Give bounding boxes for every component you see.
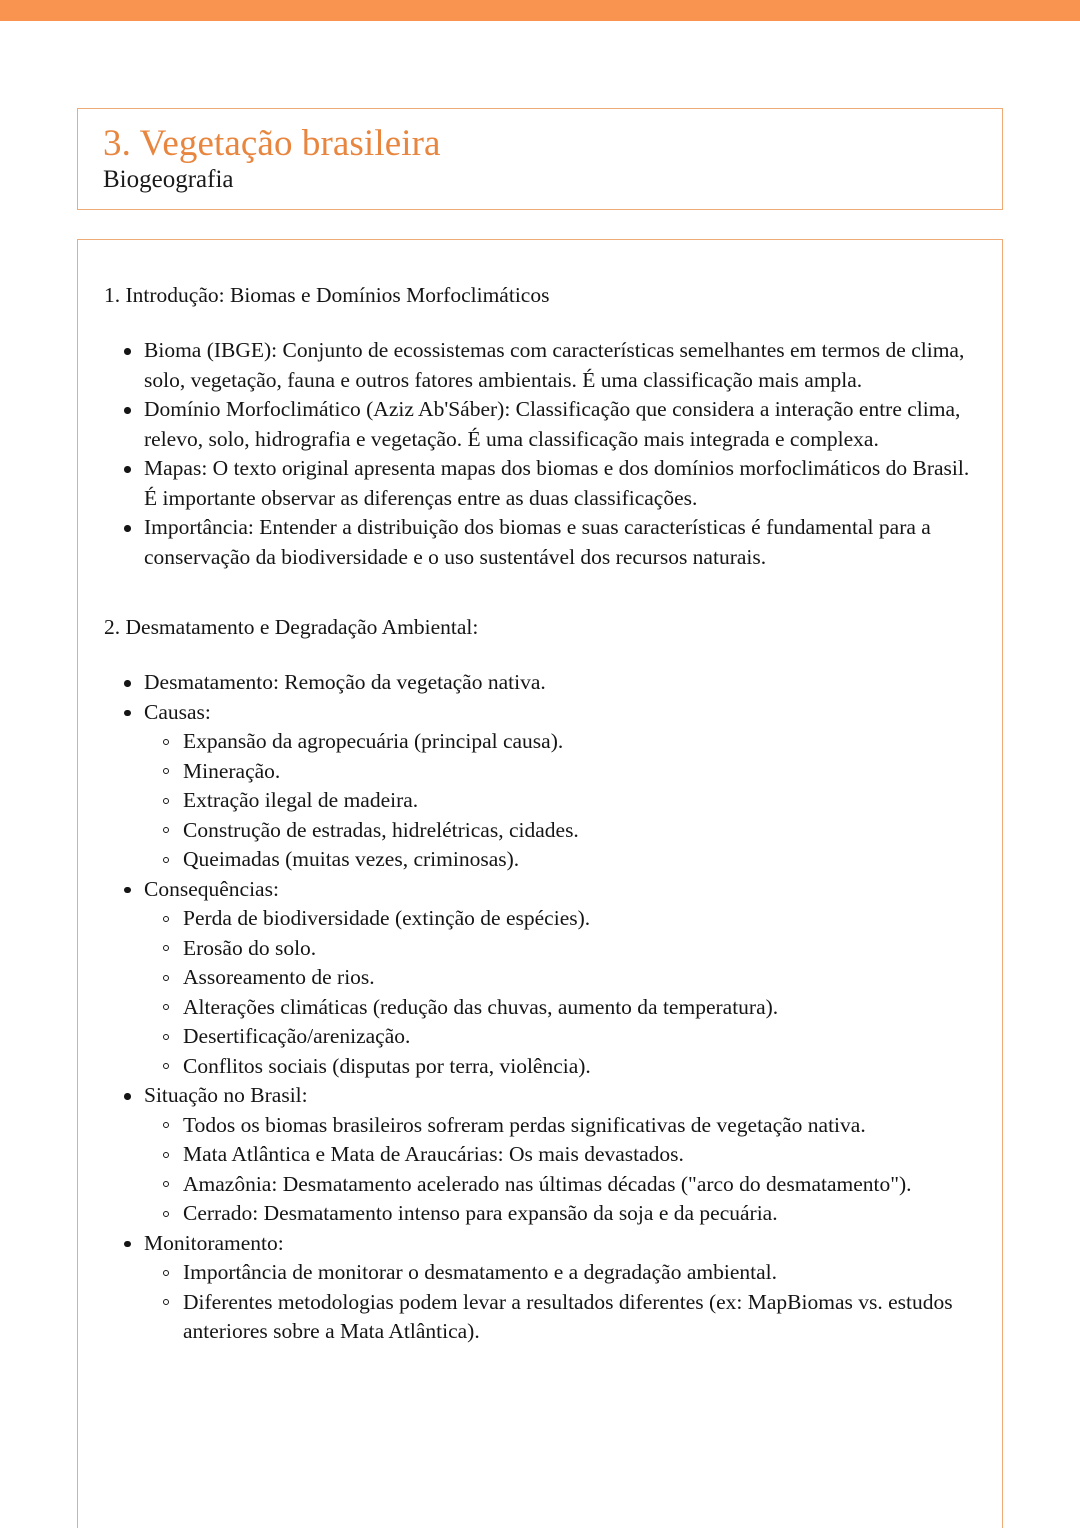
sub-list-item: [144, 786, 980, 816]
sub-list-item-text: Assoreamento de rios.: [183, 965, 375, 989]
bullet-circle-icon: [163, 1004, 169, 1010]
list-item: [104, 1081, 980, 1229]
section-heading: 1. Introdução: Biomas e Domínios Morfoclimáticos: [104, 283, 550, 307]
sub-list-item: [144, 993, 980, 1023]
list-item: [104, 698, 980, 875]
bullet-circle-icon: [163, 1152, 169, 1158]
sub-list-item-text: Perda de biodiversidade (extinção de espécies).: [183, 906, 591, 930]
bullet-circle-icon: [163, 1063, 169, 1069]
list-item-text: Situação no Brasil:: [144, 1083, 308, 1107]
list-item-text: Domínio Morfoclimático (Aziz Ab'Sáber): Classificação que considera a interação entre clima, relevo, solo, hidrografia e vegetação. É uma classificação mais integrada e complexa.: [144, 397, 961, 451]
bullet-circle-icon: [163, 916, 169, 922]
bullet-circle-icon: [163, 1181, 169, 1187]
sub-list-item: [144, 757, 980, 787]
sub-list-item: [144, 727, 980, 757]
list-item-text: Desmatamento: Remoção da vegetação nativa.: [144, 670, 546, 694]
sub-list-item-text: Mineração.: [183, 758, 281, 783]
sub-list-item: [144, 904, 980, 934]
list-item: [104, 668, 980, 698]
sub-list-item: [144, 1199, 980, 1229]
section-heading: 2. Desmatamento e Degradação Ambiental:: [104, 615, 479, 639]
sub-list-item-text: Todos os biomas brasileiros sofreram perdas significativas de vegetação nativa.: [183, 1112, 866, 1137]
sub-list-item-text: Erosão do solo.: [183, 935, 317, 960]
sub-bullet-list: [144, 727, 980, 875]
bullet-disc-icon: [124, 680, 131, 687]
sub-list-item: [144, 934, 980, 964]
content-card: [77, 239, 1003, 1528]
list-item: [104, 513, 980, 572]
sub-list-item: [144, 1111, 980, 1141]
bullet-list: [104, 336, 980, 572]
page-subtitle: Biogeografia: [103, 166, 234, 193]
bullet-circle-icon: [163, 1299, 169, 1305]
sub-bullet-list: [144, 1258, 980, 1347]
sub-list-item-text: Expansão da agropecuária (principal causa).: [183, 729, 564, 753]
bullet-circle-icon: [163, 827, 169, 833]
page-title: 3. Vegetação brasileira: [103, 123, 441, 164]
top-accent-bar: [0, 0, 1080, 21]
list-item: [104, 454, 980, 513]
list-item-text: Bioma (IBGE): Conjunto de ecossistemas com características semelhantes em termos de clima, solo, vegetação, fauna e outros fatores ambientais. É uma classificação mais ampla.: [144, 338, 965, 392]
bullet-disc-icon: [124, 348, 131, 355]
bullet-disc-icon: [124, 1241, 131, 1248]
sub-list-item: [144, 1258, 980, 1288]
bullet-circle-icon: [163, 1034, 169, 1040]
bullet-disc-icon: [124, 407, 131, 414]
bullet-disc-icon: [124, 887, 131, 894]
bullet-circle-icon: [163, 768, 169, 774]
sub-list-item: [144, 963, 980, 993]
bullet-circle-icon: [163, 975, 169, 981]
sub-list-item-text: Desertificação/arenização.: [183, 1024, 411, 1048]
sub-list-item-text: Construção de estradas, hidrelétricas, cidades.: [183, 817, 579, 842]
sub-list-item: [144, 1288, 980, 1347]
bullet-disc-icon: [124, 1093, 131, 1100]
bullet-disc-icon: [124, 466, 131, 473]
sub-list-item-text: Mata Atlântica e Mata de Araucárias: Os mais devastados.: [183, 1142, 684, 1166]
sub-bullet-list: [144, 904, 980, 1081]
sub-list-item: [144, 816, 980, 846]
list-item-text: Importância: Entender a distribuição dos biomas e suas características é fundamental para a conservação da biodiversidade e o uso sustentável dos recursos naturais.: [144, 515, 931, 569]
bullet-circle-icon: [163, 1270, 169, 1276]
sub-list-item: [144, 845, 980, 875]
bullet-circle-icon: [163, 857, 169, 863]
list-item-text: Monitoramento:: [144, 1230, 284, 1255]
sub-list-item: [144, 1170, 980, 1200]
bullet-circle-icon: [163, 739, 169, 745]
bullet-circle-icon: [163, 1122, 169, 1128]
list-item: [104, 395, 980, 454]
sections-container: [104, 280, 980, 1347]
sub-list-item-text: Queimadas (muitas vezes, criminosas).: [183, 847, 520, 871]
list-item-text: Causas:: [144, 699, 211, 724]
sub-list-item-text: Cerrado: Desmatamento intenso para expansão da soja e da pecuária.: [183, 1201, 778, 1225]
document-page: [0, 21, 1080, 1528]
sub-list-item: [144, 1140, 980, 1170]
bullet-circle-icon: [163, 945, 169, 951]
bullet-disc-icon: [124, 525, 131, 532]
sub-list-item: [144, 1022, 980, 1052]
bullet-circle-icon: [163, 1211, 169, 1217]
sub-list-item-text: Conflitos sociais (disputas por terra, violência).: [183, 1053, 591, 1078]
list-item: [104, 336, 980, 395]
list-item-text: Mapas: O texto original apresenta mapas dos biomas e dos domínios morfoclimáticos do Brasil. É importante observar as diferenças entre as duas classificações.: [144, 456, 970, 510]
title-card: [77, 108, 1003, 210]
sub-bullet-list: [144, 1111, 980, 1229]
sub-list-item-text: Diferentes metodologias podem levar a resultados diferentes (ex: MapBiomas vs. estudos anteriores sobre a Mata Atlântica).: [183, 1289, 953, 1343]
sub-list-item-text: Importância de monitorar o desmatamento e a degradação ambiental.: [183, 1260, 777, 1284]
sub-list-item-text: Amazônia: Desmatamento acelerado nas últimas décadas ("arco do desmatamento").: [183, 1171, 912, 1196]
list-item: [104, 1229, 980, 1347]
bullet-list: [104, 668, 980, 1347]
bullet-circle-icon: [163, 798, 169, 804]
bullet-disc-icon: [124, 710, 131, 717]
sub-list-item: [144, 1052, 980, 1082]
list-item-text: Consequências:: [144, 876, 279, 901]
list-item: [104, 875, 980, 1082]
sub-list-item-text: Alterações climáticas (redução das chuvas, aumento da temperatura).: [183, 994, 779, 1019]
sub-list-item-text: Extração ilegal de madeira.: [183, 788, 419, 812]
